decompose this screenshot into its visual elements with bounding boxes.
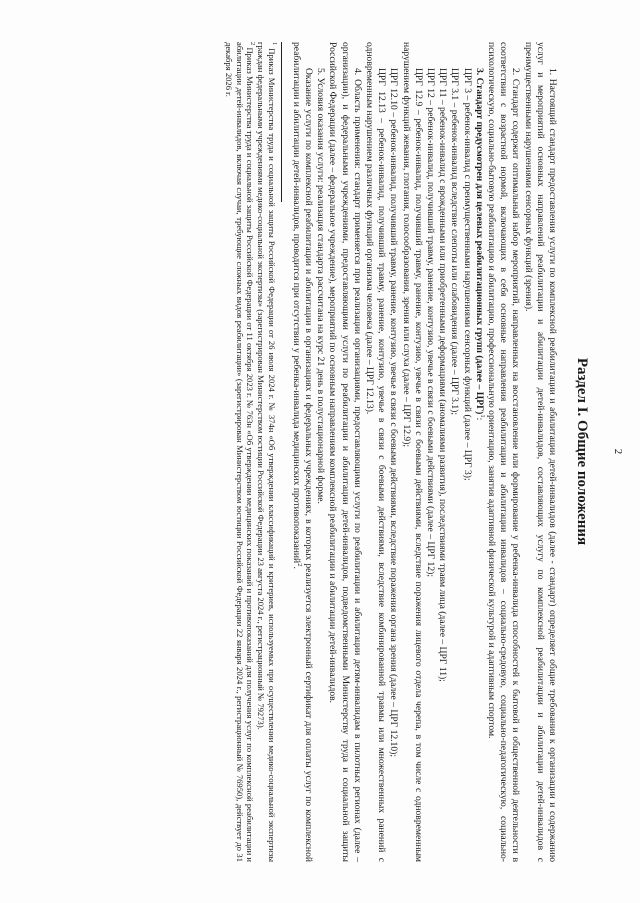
crg-item: ЦРГ 12 – ребенок-инвалид, получивший травму, ранение, контузию, увечье в связи с боевыми действиями (далее – ЦРГ 12);: [424, 68, 436, 578]
paragraph-6-text: Оказание услуги по комплексной реабилитации и абилитации в организациях и федеральных учреждениях, в которых реализуется электронный сертификат для оплаты услуг по комплексной реабилитации и абилитации детей-инвалидов, проводится при отсутствии у ребенка-инвалида медицинских противопоказаний: [290, 42, 314, 862]
paragraph-1: 1. Настоящий стандарт предоставления услуги по комплексной реабилитации и абилитации детей-инвалидов (далее - стандарт) определяет общие требования к организации и содержанию услуг и мероприятий основных направлений реабилитации и абилитации детей-инвалидов, составляющих услугу по комплексной реабилитации и абилитации детей-инвалидов с преимущественными нарушениями сенсорных функций (зрения).: [522, 42, 558, 862]
paragraph-6: [290, 42, 314, 862]
footnote-ref-1: 1: [478, 414, 486, 418]
footnote-2-text: Приказ Министерства труда и социальной защиты Российской Федерации от 11 октября 2023 г. № 763н «Об утверждении медицинских показаний и противопоказаний для получения услуг по комплексной реабилитации и абилитации детей-инвалидов, включая случаи, требующие сложных видов реабилитации» (зарегистрирован Министерством юстиции Российской Федерации 22 января 2024 г., регистрационный № 76950), действует до 31 декабря 2026 г.: [224, 42, 256, 862]
footnote-1-mark: 1: [270, 42, 278, 46]
footnote-1: [255, 42, 276, 862]
crg-item: ЦРГ 12.10 – ребенок-инвалид, получивший травму, ранение, контузию, увечье в связи с боевыми действиями, вследствие поражения органа зрения (далее – ЦРГ 12.10);: [388, 68, 400, 758]
footnote-separator: [281, 42, 282, 202]
section-title: Раздел I. Общие положения: [574, 357, 590, 546]
paragraph-6-end: .: [290, 566, 302, 569]
paragraph-3-heading: 3. Стандарт предусмотрен для целевых реабилитационных групп (далее – ЦРГ): [473, 68, 485, 415]
paragraph-3-colon: :: [473, 417, 485, 421]
paragraph-5: 5. Условия оказания услуги: реализация стандарта рассчитана на курс 21 день в полустационарной форме.: [315, 68, 327, 504]
footnote-2-mark: 2: [249, 42, 257, 46]
crg-item: ЦРГ 12.9 – ребенок-инвалид, получивший травму, ранение, контузию, увечье в связи с боевыми действиями, вследствие поражения лицевого отдела черепа, в том числе с одновременным нарушением функций жевания, глотания, голосообразования, зрения или слуха (далее – ЦРГ 12.9);: [400, 42, 424, 862]
paragraph-2: 2. Стандарт содержит оптимальный набор мероприятий, направленных на восстановление или формирование у ребенка-инвалида способностей к бытовой и общественной деятельности в соответствии с возрастной нормой, включающих в себя основные направления реабилитации и абилитации инвалидов – социально-средовую, социально-педагогическую, социально-психологическую, социально-бытовую реабилитацию и абилитацию, профессиональную ориентацию, занятия адаптивной физической культурой и адаптивным спортом.: [485, 42, 522, 862]
crg-item: ЦРГ 12.13 – ребенок-инвалид, получивший травму, ранение, контузию, увечье в связи с боевыми действиями, вследствие комбинированной травмы или множественных ранений с одновременным нарушением различных функций организма человека (далее – ЦРГ 12.13).: [363, 42, 388, 862]
paragraph-4: 4. Область применения: стандарт применяется при реализации организациями, предоставляющими услуги по реабилитации и абилитации детям-инвалидам в пилотных регионах (далее – организации), и федеральными учреждениями, предоставляющими услуги по реабилитации и абилитации детей-инвалидов, подведомственными Министерству труда и социальной защиты Российской Федерации (далее – федеральное учреждение), мероприятий по основным направлениям комплексной реабилитации и абилитации детей-инвалидов.: [327, 42, 363, 862]
page-number: 2: [612, 448, 624, 455]
footnote-ref-2: 2: [295, 563, 303, 567]
footnote-1-text: Приказ Министерства труда и социальной защиты Российской Федерации от 26 июля 2024 г. № 374н «Об утверждении классификаций и критериев, используемых при осуществлении медико-социальной экспертизы граждан федеральными учреждениями медико-социальной экспертизы» (зарегистрирован Министерством юстиции Российской Федерации 23 августа 2024 г., регистрационный № 79273).: [255, 42, 277, 862]
footnote-2: [224, 42, 256, 862]
document-body: [224, 42, 558, 862]
crg-item: ЦРГ 3 – ребенок-инвалид с преимущественными нарушениями сенсорных функций (далее – ЦРГ 3);: [461, 68, 473, 481]
crg-item: ЦРГ 11 – ребенок-инвалид с врожденными или приобретенными деформациями (аномалиями развития), последствиями травм лица (далее – ЦРГ 11);: [437, 68, 449, 682]
paragraph-3: [473, 42, 485, 862]
crg-item: ЦРГ 3.1 – ребенок-инвалид вследствие слепоты или слабовидения (далее – ЦРГ 3.1);: [449, 68, 461, 416]
